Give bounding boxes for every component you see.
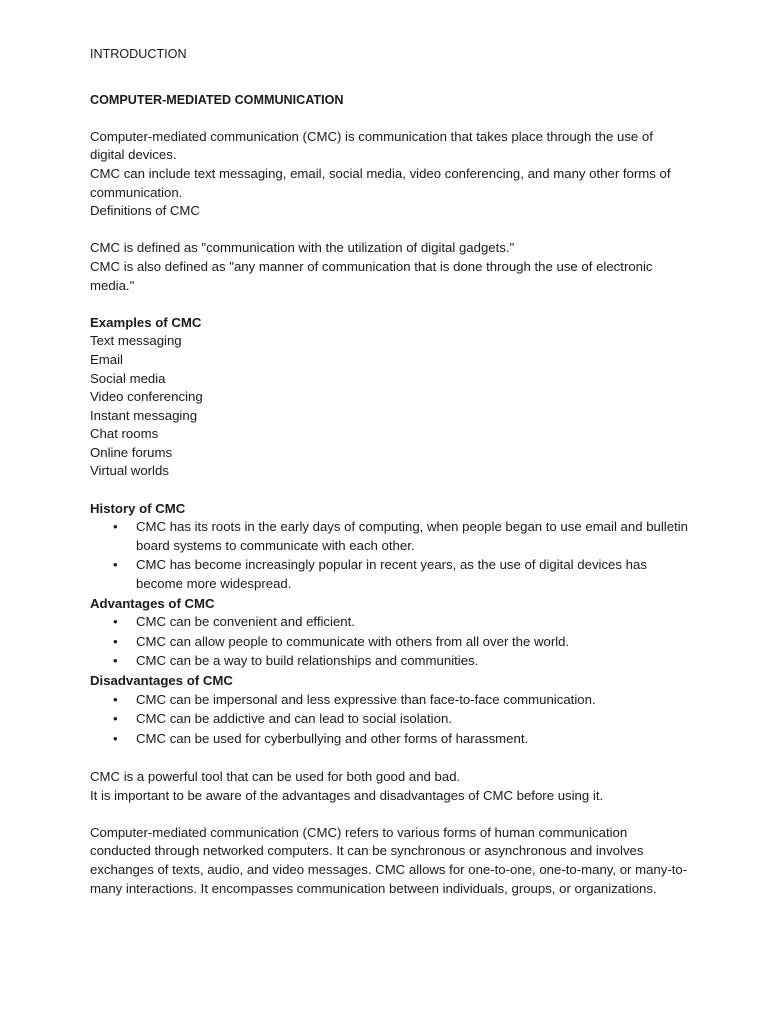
list-item-text: CMC can be used for cyberbullying and other forms of harassment. <box>136 730 529 746</box>
intro-line: Definitions of CMC <box>90 203 200 219</box>
list-item-text: CMC can be a way to build relationships and communities. <box>136 653 479 669</box>
list-item-text: CMC can be convenient and efficient. <box>136 614 355 630</box>
spacer <box>90 221 690 240</box>
example-item: Text messaging <box>90 333 182 349</box>
example-item: Online forums <box>90 444 173 460</box>
list-item-text: CMC can be addictive and can lead to social isolation. <box>136 711 452 727</box>
intro-line: CMC can include text messaging, email, social media, video conferencing, and many other forms of communication. <box>90 165 671 200</box>
intro-paragraph <box>90 128 690 221</box>
disadvantages-list <box>90 691 690 749</box>
spacer <box>90 295 690 314</box>
bullet-icon: • <box>113 653 118 669</box>
spacer <box>90 749 690 768</box>
bullet-icon: • <box>113 557 118 573</box>
example-item: Instant messaging <box>90 407 198 423</box>
intro-label: INTRODUCTION <box>90 47 187 61</box>
disadvantages-section <box>90 672 690 748</box>
main-heading: COMPUTER-MEDIATED COMMUNICATION <box>90 92 344 107</box>
list-item-text: CMC has become increasingly popular in recent years, as the use of digital devices has become more widespread. <box>136 557 647 592</box>
advantages-section <box>90 595 690 671</box>
list-item <box>90 652 690 671</box>
final-paragraph: Computer-mediated communication (CMC) refers to various forms of human communication conducted through networked computers. It can be synchronous or asynchronous and involves exchanges of texts, audio, and video messages. CMC allows for one-to-one, one-to-many, or many-to-many interactions. It encompasses communication between individuals, groups, or organizations. <box>90 824 688 896</box>
definition-line: CMC is also defined as "any manner of communication that is done through the use of electronic media." <box>90 258 653 293</box>
spacer <box>90 481 690 500</box>
examples-section <box>90 314 690 481</box>
list-item-text: CMC can be impersonal and less expressive than face-to-face communication. <box>136 691 596 707</box>
example-item: Chat rooms <box>90 426 159 442</box>
list-item <box>90 613 690 632</box>
examples-heading: Examples of CMC <box>90 314 202 330</box>
list-item <box>90 518 690 555</box>
list-item <box>90 556 690 593</box>
document-page <box>90 45 690 898</box>
spacer <box>90 109 690 128</box>
example-item: Email <box>90 351 123 367</box>
intro-line: Computer-mediated communication (CMC) is communication that takes place through the use of digital devices. <box>90 128 653 163</box>
list-item <box>90 730 690 749</box>
conclusion-block <box>90 768 690 805</box>
example-item: Virtual worlds <box>90 463 169 479</box>
advantages-list <box>90 613 690 671</box>
history-heading: History of CMC <box>90 500 186 516</box>
list-item-text: CMC can allow people to communicate with others from all over the world. <box>136 633 570 649</box>
conclusion-line: It is important to be aware of the advantages and disadvantages of CMC before using it. <box>90 787 604 803</box>
example-item: Social media <box>90 370 166 386</box>
conclusion-line: CMC is a powerful tool that can be used for both good and bad. <box>90 768 461 784</box>
list-item <box>90 633 690 652</box>
bullet-icon: • <box>113 711 118 727</box>
definition-line: CMC is defined as "communication with the utilization of digital gadgets." <box>90 240 515 256</box>
advantages-heading: Advantages of CMC <box>90 595 215 611</box>
list-item <box>90 710 690 729</box>
history-list <box>90 518 690 593</box>
spacer <box>90 805 690 824</box>
history-section <box>90 500 690 594</box>
list-item-text: CMC has its roots in the early days of computing, when people began to use email and bulletin board systems to communicate with each other. <box>136 519 688 553</box>
bullet-icon: • <box>113 633 118 649</box>
bullet-icon: • <box>113 614 118 630</box>
bullet-icon: • <box>113 691 118 707</box>
example-item: Video conferencing <box>90 389 203 405</box>
disadvantages-heading: Disadvantages of CMC <box>90 673 233 688</box>
list-item <box>90 691 690 710</box>
bullet-icon: • <box>113 730 118 746</box>
bullet-icon: • <box>113 519 118 535</box>
definitions-block <box>90 239 690 295</box>
